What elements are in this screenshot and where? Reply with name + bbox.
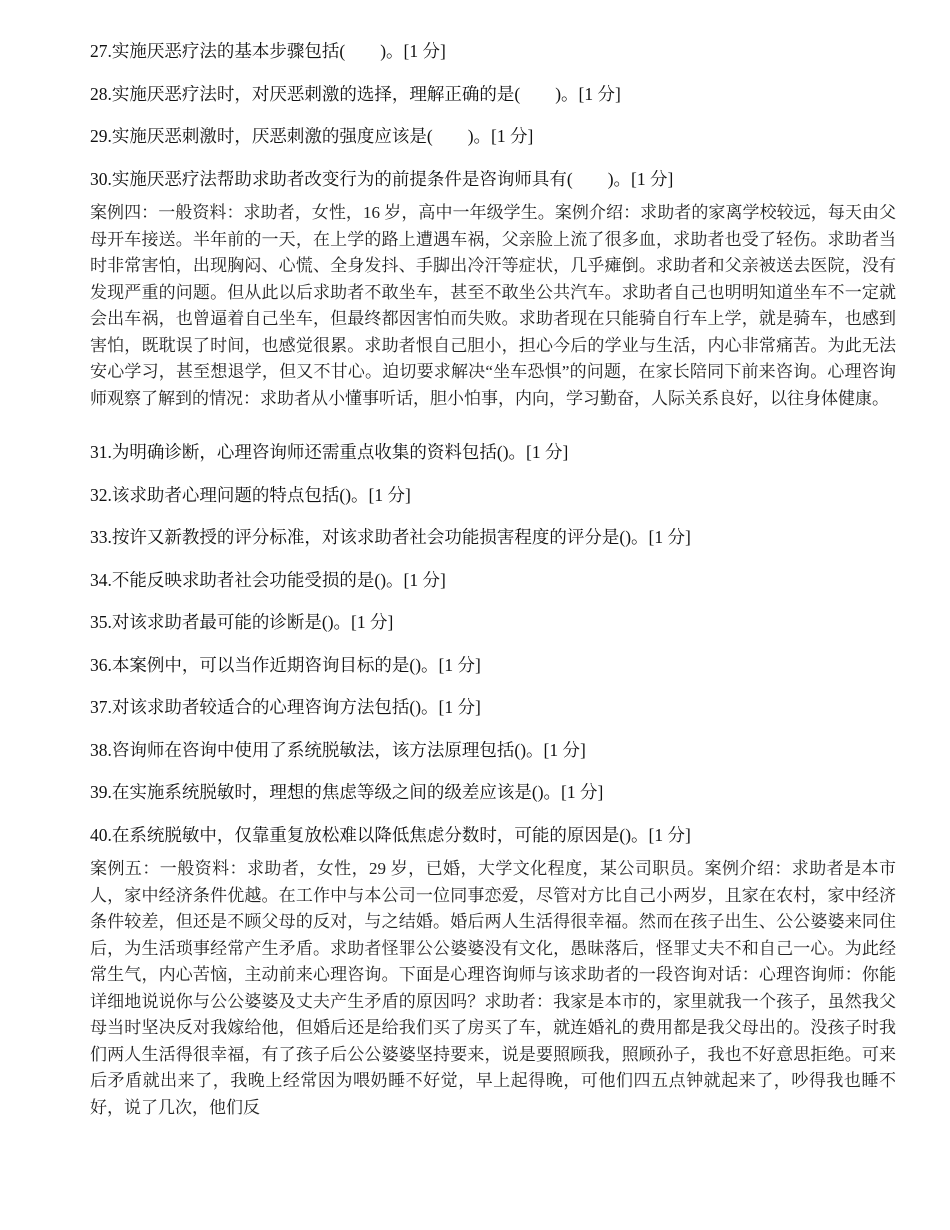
question-33: 33.按许又新教授的评分标准，对该求助者社会功能损害程度的评分是()。[1 分]	[90, 527, 691, 547]
question-38: 38.咨询师在咨询中使用了系统脱敏法，该方法原理包括()。[1 分]	[90, 739, 586, 760]
question-31: 31.为明确诊断，心理咨询师还需重点收集的资料包括()。[1 分]	[90, 442, 569, 462]
question-36: 36.本案例中，可以当作近期咨询目标的是()。[1 分]	[90, 654, 481, 675]
question-28: 28.实施厌恶疗法时，对厌恶刺激的选择，理解正确的是( )。[1 分]	[90, 83, 621, 104]
question-30: 30.实施厌恶疗法帮助求助者改变行为的前提条件是咨询师具有( )。[1 分]	[90, 168, 674, 189]
question-35: 35.对该求助者最可能的诊断是()。[1 分]	[90, 612, 394, 632]
question-27: 27.实施厌恶疗法的基本步骤包括( )。[1 分]	[90, 41, 446, 61]
question-39: 39.在实施系统脱敏时，理想的焦虑等级之间的级差应该是()。[1 分]	[90, 782, 604, 802]
question-40: 40.在系统脱敏中，仅靠重复放松难以降低焦虑分数时，可能的原因是()。[1 分]	[90, 824, 691, 845]
question-34: 34.不能反映求助者社会功能受损的是()。[1 分]	[90, 569, 446, 590]
question-32: 32.该求助者心理问题的特点包括()。[1 分]	[90, 484, 411, 505]
question-37: 37.对该求助者较适合的心理咨询方法包括()。[1 分]	[90, 697, 481, 717]
case-five-paragraph: 案例五：一般资料：求助者，女性，29 岁，已婚，大学文化程度，某公司职员。案例介绍：求助者是本市人，家中经济条件优越。在工作中与本公司一位同事恋爱，尽管对方比自己小两岁，且家在农村，家中经济条件较差，但还是不顾父母的反对，与之结婚。婚后两人生活得很幸福。然而在孩子出生、公公婆婆来同住后，为生活琐事经常产生矛盾。求助者怪罪公公婆婆没有文化，愚昧落后，怪罪丈夫不和自己一心。为此经常生气，内心苦恼，主动前来心理咨询。下面是心理咨询师与该求助者的一段咨询对话：心理咨询师：你能详细地说说你与公公婆婆及丈夫产生矛盾的原因吗？求助者：我家是本市的，家里就我一个孩子，虽然我父母当时坚决反对我嫁给他，但婚后还是给我们买了房买了车，就连婚礼的费用都是我父母出的。没孩子时我们两人生活得很幸福，有了孩子后公公婆婆坚持要来，说是要照顾我，照顾孙子，我也不好意思拒绝。可来后矛盾就出来了，我晚上经常因为喂奶睡不好觉，早上起得晚，可他们四五点钟就起来了，吵得我也睡不好，说了几次，他们反	[90, 859, 896, 1117]
question-29: 29.实施厌恶刺激时，厌恶刺激的强度应该是( )。[1 分]	[90, 126, 534, 146]
document-page	[90, 40, 896, 1121]
case-four-paragraph: 案例四：一般资料：求助者，女性，16 岁，高中一年级学生。案例介绍：求助者的家离学校较远，每天由父母开车接送。半年前的一天，在上学的路上遭遇车祸，父亲脸上流了很多血，求助者也受了轻伤。求助者当时非常害怕，出现胸闷、心慌、全身发抖、手脚出冷汗等症状，几乎瘫倒。求助者和父亲被送去医院，没有发现严重的问题。但从此以后求助者不敢坐车，甚至不敢坐公共汽车。求助者自己也明明知道坐车不一定就会出车祸，也曾逼着自己坐车，但最终都因害怕而失败。求助者现在只能骑自行车上学，就是骑车，也感到害怕，既耽误了时间，也感觉很累。求助者恨自己胆小，担心今后的学业与生活，内心非常痛苦。为此无法安心学习，甚至想退学，但又不甘心。迫切要求解决“坐车恐惧”的问题，在家长陪同下前来咨询。心理咨询师观察了解到的情况：求助者从小懂事听话，胆小怕事，内向，学习勤奋，人际关系良好，以往身体健康。	[90, 203, 896, 408]
